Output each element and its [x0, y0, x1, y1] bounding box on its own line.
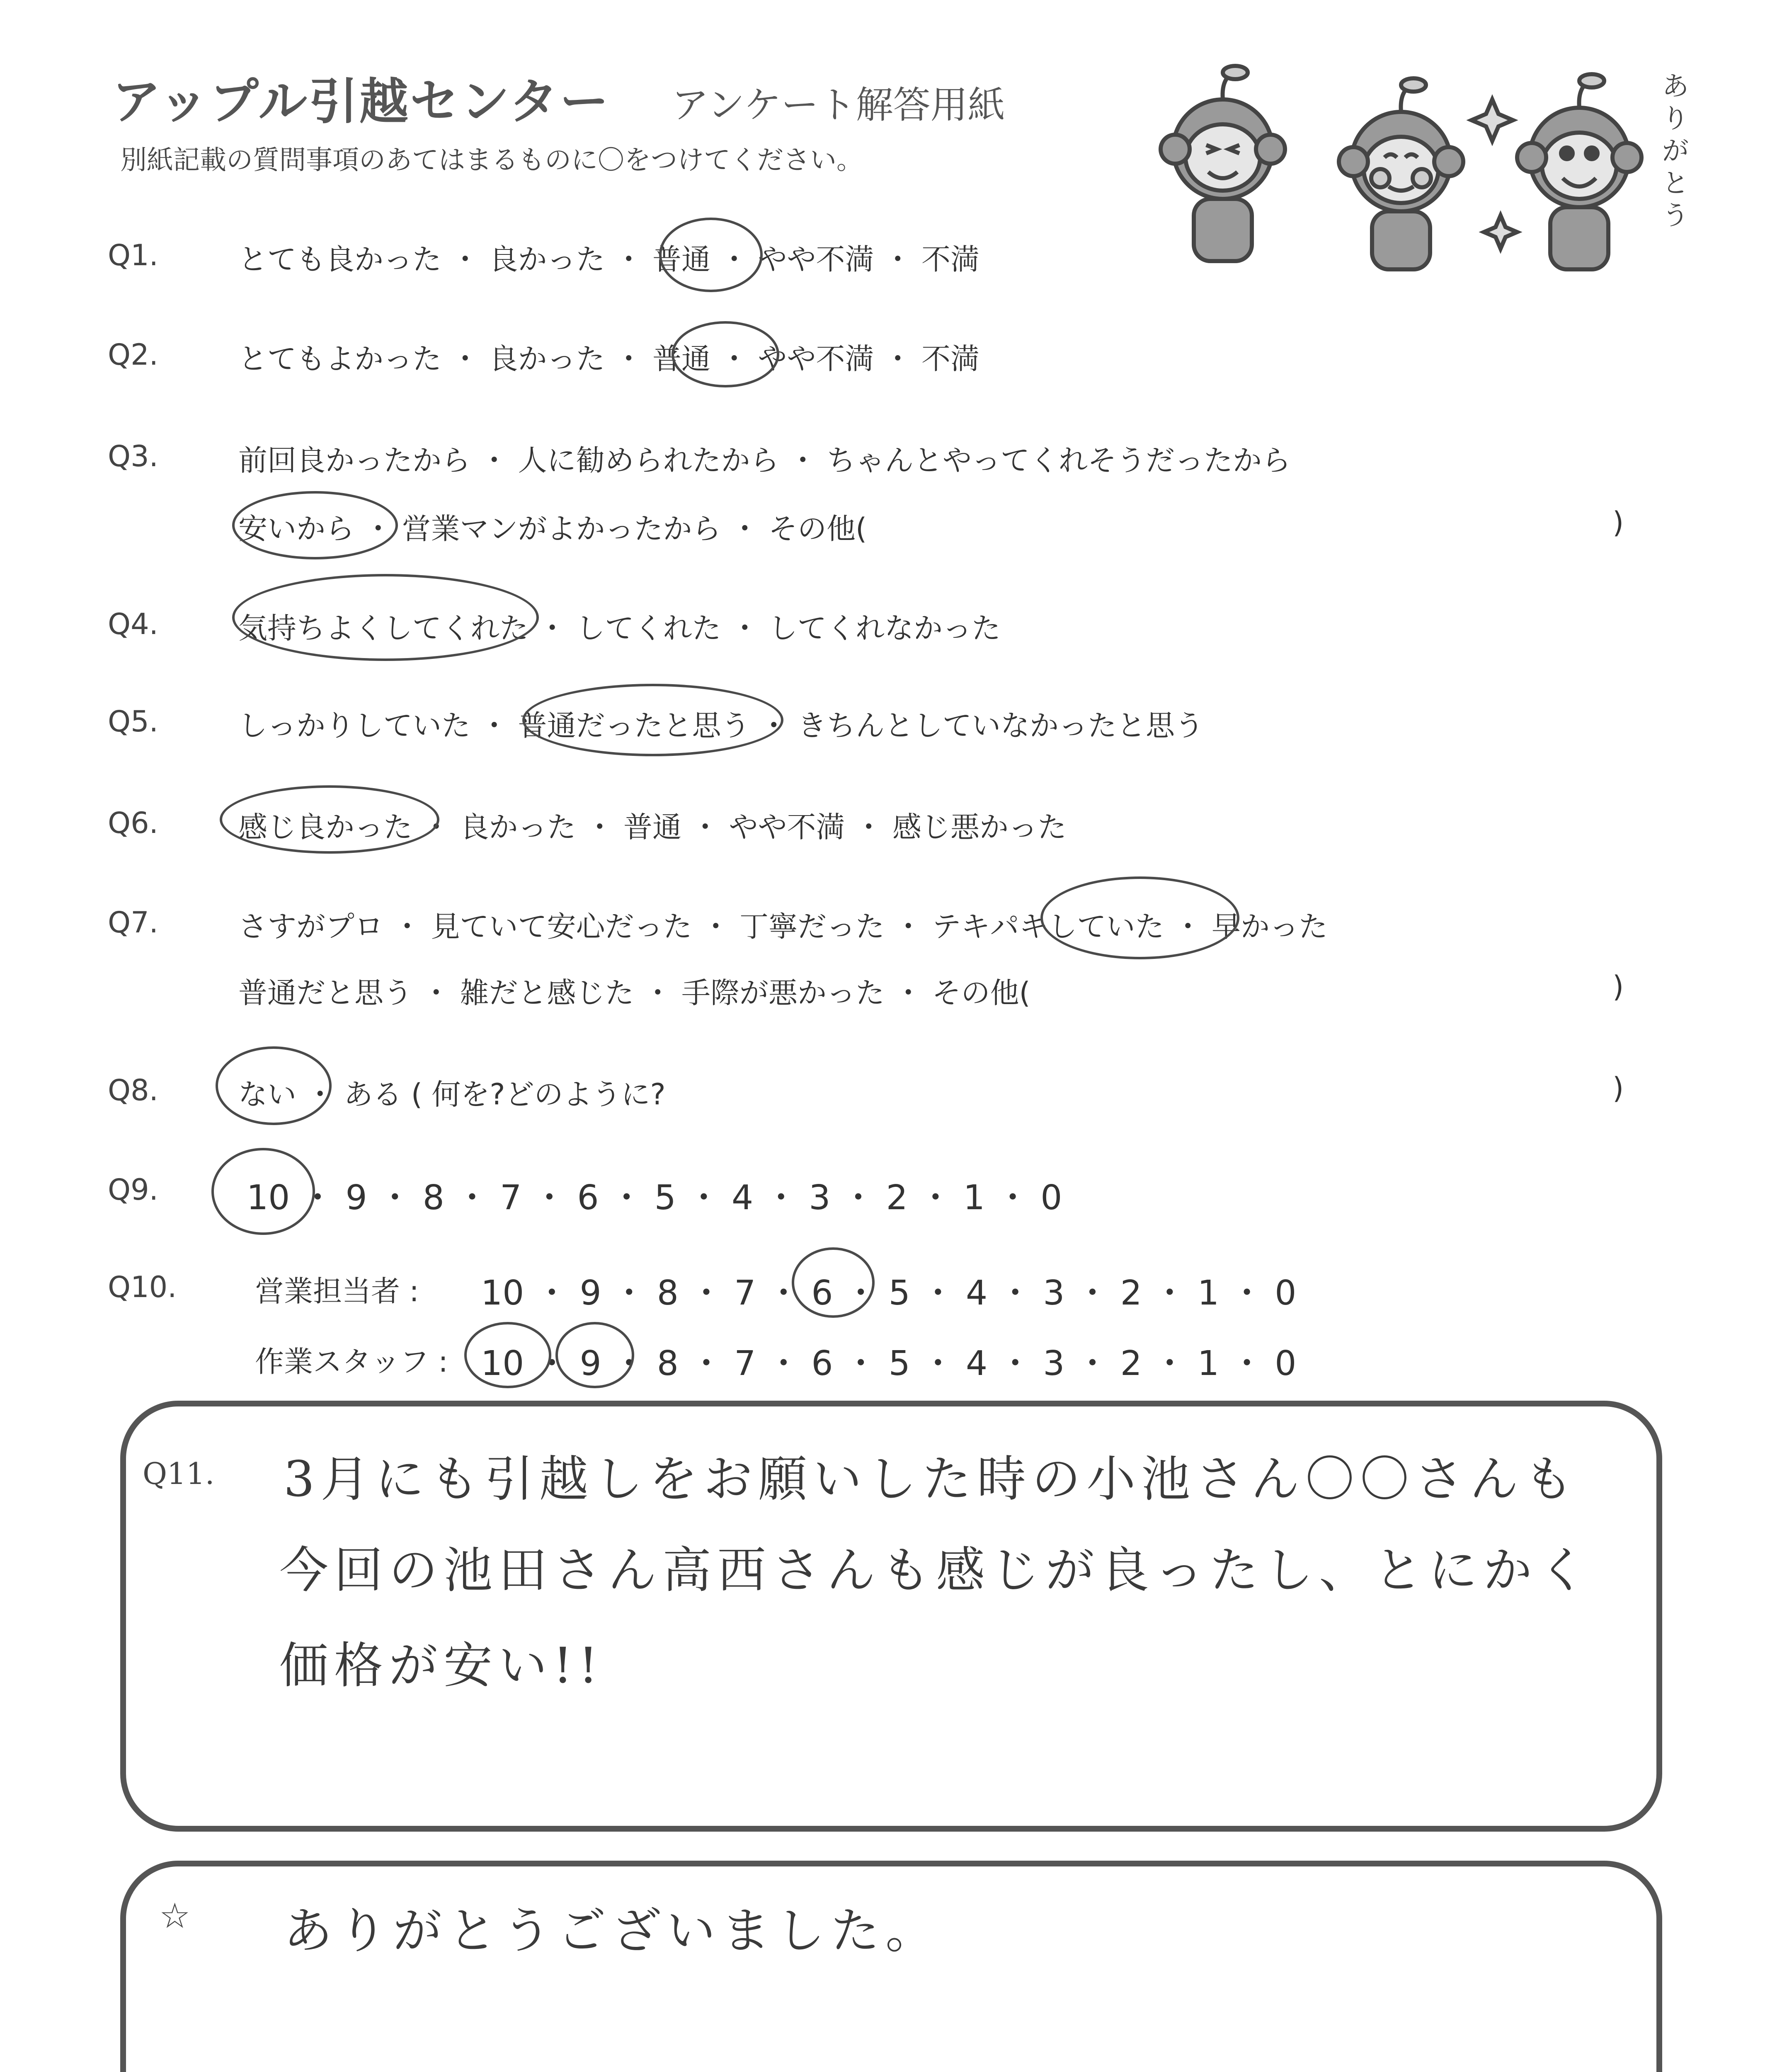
form-title: アップル引越センター [112, 73, 611, 130]
thanks-comment-text: ありがとうございました。 [284, 1902, 941, 1959]
q2-label: Q2. [108, 338, 158, 372]
q3-options-line1[interactable]: 前回良かったから ・ 人に勧められたから ・ ちゃんとやってくれそうだったから [238, 443, 1291, 477]
q2-selection-circle [672, 321, 779, 387]
q4-label: Q4. [108, 607, 158, 641]
q5-selection-circle [522, 684, 783, 756]
mascot-illustration [1136, 54, 1695, 286]
q11-comment-line1: 3月にも引越しをお願いした時の小池さん〇〇さんも [284, 1450, 1579, 1508]
q10-sales-scale[interactable]: 10 ・ 9 ・ 8 ・ 7 ・ 6 ・ 5 ・ 4 ・ 3 ・ 2 ・ 1 ・ 0 [481, 1273, 1297, 1313]
star-icon: ☆ [159, 1895, 191, 1936]
q1-label: Q1. [108, 238, 158, 272]
q4-selection-circle [232, 574, 539, 661]
q3-label: Q3. [108, 439, 158, 473]
q9-scale[interactable]: 10 ・ 9 ・ 8 ・ 7 ・ 6 ・ 5 ・ 4 ・ 3 ・ 2 ・ 1 ・ 0 [247, 1178, 1062, 1218]
q11-label: Q11. [143, 1456, 215, 1491]
q5-options[interactable]: しっかりしていた ・ 普通だったと思う ・ きちんとしていなかったと思う [238, 709, 1204, 743]
q5-label: Q5. [108, 704, 158, 738]
q7-selection-circle [1040, 876, 1239, 959]
q9-label: Q9. [108, 1173, 158, 1207]
q10-staff-label: 作業スタッフ : [255, 1345, 448, 1379]
q8-selection-circle [216, 1046, 332, 1125]
q6-selection-circle [220, 785, 439, 854]
q10-staff-scale[interactable]: 10 ・ 9 ・ 8 ・ 7 ・ 6 ・ 5 ・ 4 ・ 3 ・ 2 ・ 1 ・ 0 [481, 1344, 1297, 1383]
q7-options-line1[interactable]: さすがプロ ・ 見ていて安心だった ・ 丁寧だった ・ テキパキしていた ・ 早かった [238, 910, 1328, 944]
q7-label: Q7. [108, 905, 158, 939]
instruction-text: 別紙記載の質問事項のあてはまるものに〇をつけてください。 [120, 145, 863, 176]
q9-selection-circle [211, 1148, 315, 1235]
q2-options[interactable]: とてもよかった ・ 良かった ・ 普通 ・ やや不満 ・ 不満 [238, 342, 980, 376]
q10-label: Q10. [108, 1270, 177, 1304]
q7-other-close: ) [1612, 970, 1624, 1004]
q8-label: Q8. [108, 1073, 158, 1107]
q3-other-close: ) [1612, 506, 1624, 540]
q3-selection-circle [232, 491, 398, 559]
q8-close: ) [1612, 1071, 1624, 1105]
monkey-mascots-icon [1136, 54, 1695, 286]
form-subtitle: アンケート解答用紙 [672, 83, 1005, 127]
mascot-caption: ありがとう [1662, 71, 1689, 231]
q3-options-line2[interactable]: 安いから ・ 営業マンがよかったから ・ その他( [238, 512, 867, 546]
q8-options[interactable]: ない ・ ある ( 何を?どのように? [238, 1077, 666, 1111]
q6-label: Q6. [108, 806, 158, 840]
q11-comment-line3: 価格が安い!! [279, 1637, 604, 1694]
q10-sales-selection-circle [792, 1247, 875, 1318]
q11-comment-box[interactable] [120, 1401, 1662, 1832]
q6-options[interactable]: 感じ良かった ・ 良かった ・ 普通 ・ やや不満 ・ 感じ悪かった [238, 810, 1067, 844]
q1-options[interactable]: とても良かった ・ 良かった ・ 普通 ・ やや不満 ・ 不満 [238, 242, 980, 276]
q10-sales-label: 営業担当者 : [255, 1274, 419, 1308]
q4-options[interactable]: 気持ちよくしてくれた ・ してくれた ・ してくれなかった [238, 611, 1001, 645]
q7-options-line2[interactable]: 普通だと思う ・ 雑だと感じた ・ 手際が悪かった ・ その他( [238, 976, 1030, 1010]
q11-comment-line2: 今回の池田さん高西さんも感じが良ったし、とにかく [279, 1542, 1593, 1599]
q10-staff-selection-circle-10 [464, 1322, 551, 1388]
q10-staff-selection-circle-9 [555, 1322, 634, 1388]
thanks-comment-box[interactable] [120, 1861, 1662, 2072]
q1-selection-circle [659, 218, 763, 292]
